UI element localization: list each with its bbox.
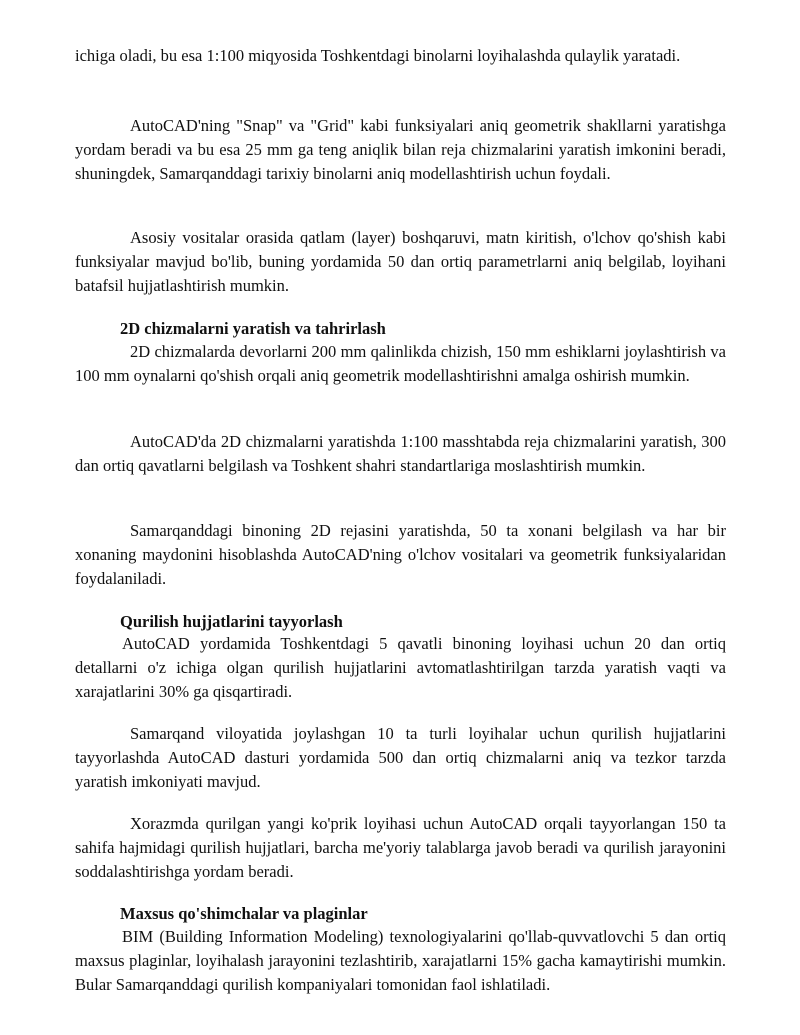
paragraph-2d-samarqand: Samarqanddagi binoning 2D rejasini yaratishda, 50 ta xonani belgilash va har bir xonaning maydonini hisoblashda AutoCAD'ning o'lchov vositalari va geometrik funksiyalaridan foydalaniladi.	[75, 521, 726, 588]
section-heading-construction-docs: Qurilish hujjatlarini tayyorlash	[120, 612, 343, 631]
paragraph-2d-scale: AutoCAD'da 2D chizmalarni yaratishda 1:100 masshtabda reja chizmalarini yaratish, 300 dan ortiq qavatlarni belgilash va Toshkent shahri standartlariga moslashtirish mumkin.	[75, 432, 726, 475]
paragraph-docs-xorazm: Xorazmda qurilgan yangi ko'prik loyihasi uchun AutoCAD orqali tayyorlangan 150 ta sahifa hajmidagi qurilish hujjatlari, barcha me'yoriy talablarga javob beradi va qurilish jarayonini soddalashtirishga yordam beradi.	[75, 814, 726, 881]
paragraph-2d-walls: 2D chizmalarda devorlarni 200 mm qalinlikda chizish, 150 mm eshiklarni joylashtirish va 100 mm oynalarni qo'shish orqali aniq geometrik modellashtirishni amalga oshirish mumkin.	[75, 342, 726, 385]
section-heading-2d-drawings: 2D chizmalarni yaratish va tahrirlash	[120, 319, 386, 338]
paragraph-docs-samarqand: Samarqand viloyatida joylashgan 10 ta turli loyihalar uchun qurilish hujjatlarini tayyorlashda AutoCAD dasturi yordamida 500 dan ortiq chizmalarni aniq va tezkor tarzda yaratish imkoniyati mavjud.	[75, 724, 726, 791]
paragraph-main-tools: Asosiy vositalar orasida qatlam (layer) boshqaruvi, matn kiritish, o'lchov qo'shish kabi funksiyalar mavjud bo'lib, buning yordamida 50 dan ortiq parametrlarni aniq belgilab, loyihani batafsil hujjatlashtirish mumkin.	[75, 228, 726, 295]
section-heading-plugins: Maxsus qo'shimchalar va plaginlar	[120, 904, 368, 923]
paragraph-docs-toshkent: AutoCAD yordamida Toshkentdagi 5 qavatli binoning loyihasi uchun 20 dan ortiq detallarni o'z ichiga olgan qurilish hujjatlarini avtomatlashtirilgan tarzda yaratish vaqti va xarajatlarini 30% ga qisqartiradi.	[75, 634, 726, 701]
paragraph-continuation: ichiga oladi, bu esa 1:100 miqyosida Toshkentdagi binolarni loyihalashda qulaylik yaratadi.	[75, 46, 681, 65]
paragraph-plugins-bim: BIM (Building Information Modeling) texnologiyalarini qo'llab-quvvatlovchi 5 dan ortiq maxsus plaginlar, loyihalash jarayonini tezlashtirib, xarajatlarni 15% gacha kamaytirishi mumkin. Bular Samarqanddagi qurilish kompaniyalari tomonidan faol ishlatiladi.	[75, 927, 726, 994]
paragraph-snap-grid: AutoCAD'ning "Snap" va "Grid" kabi funksiyalari aniq geometrik shakllarni yaratishga yordam beradi va bu esa 25 mm ga teng aniqlik bilan reja chizmalarini yaratish imkonini beradi, shuningdek, Samarqanddagi tarixiy binolarni aniq modellashtirish uchun foydali.	[75, 116, 726, 183]
